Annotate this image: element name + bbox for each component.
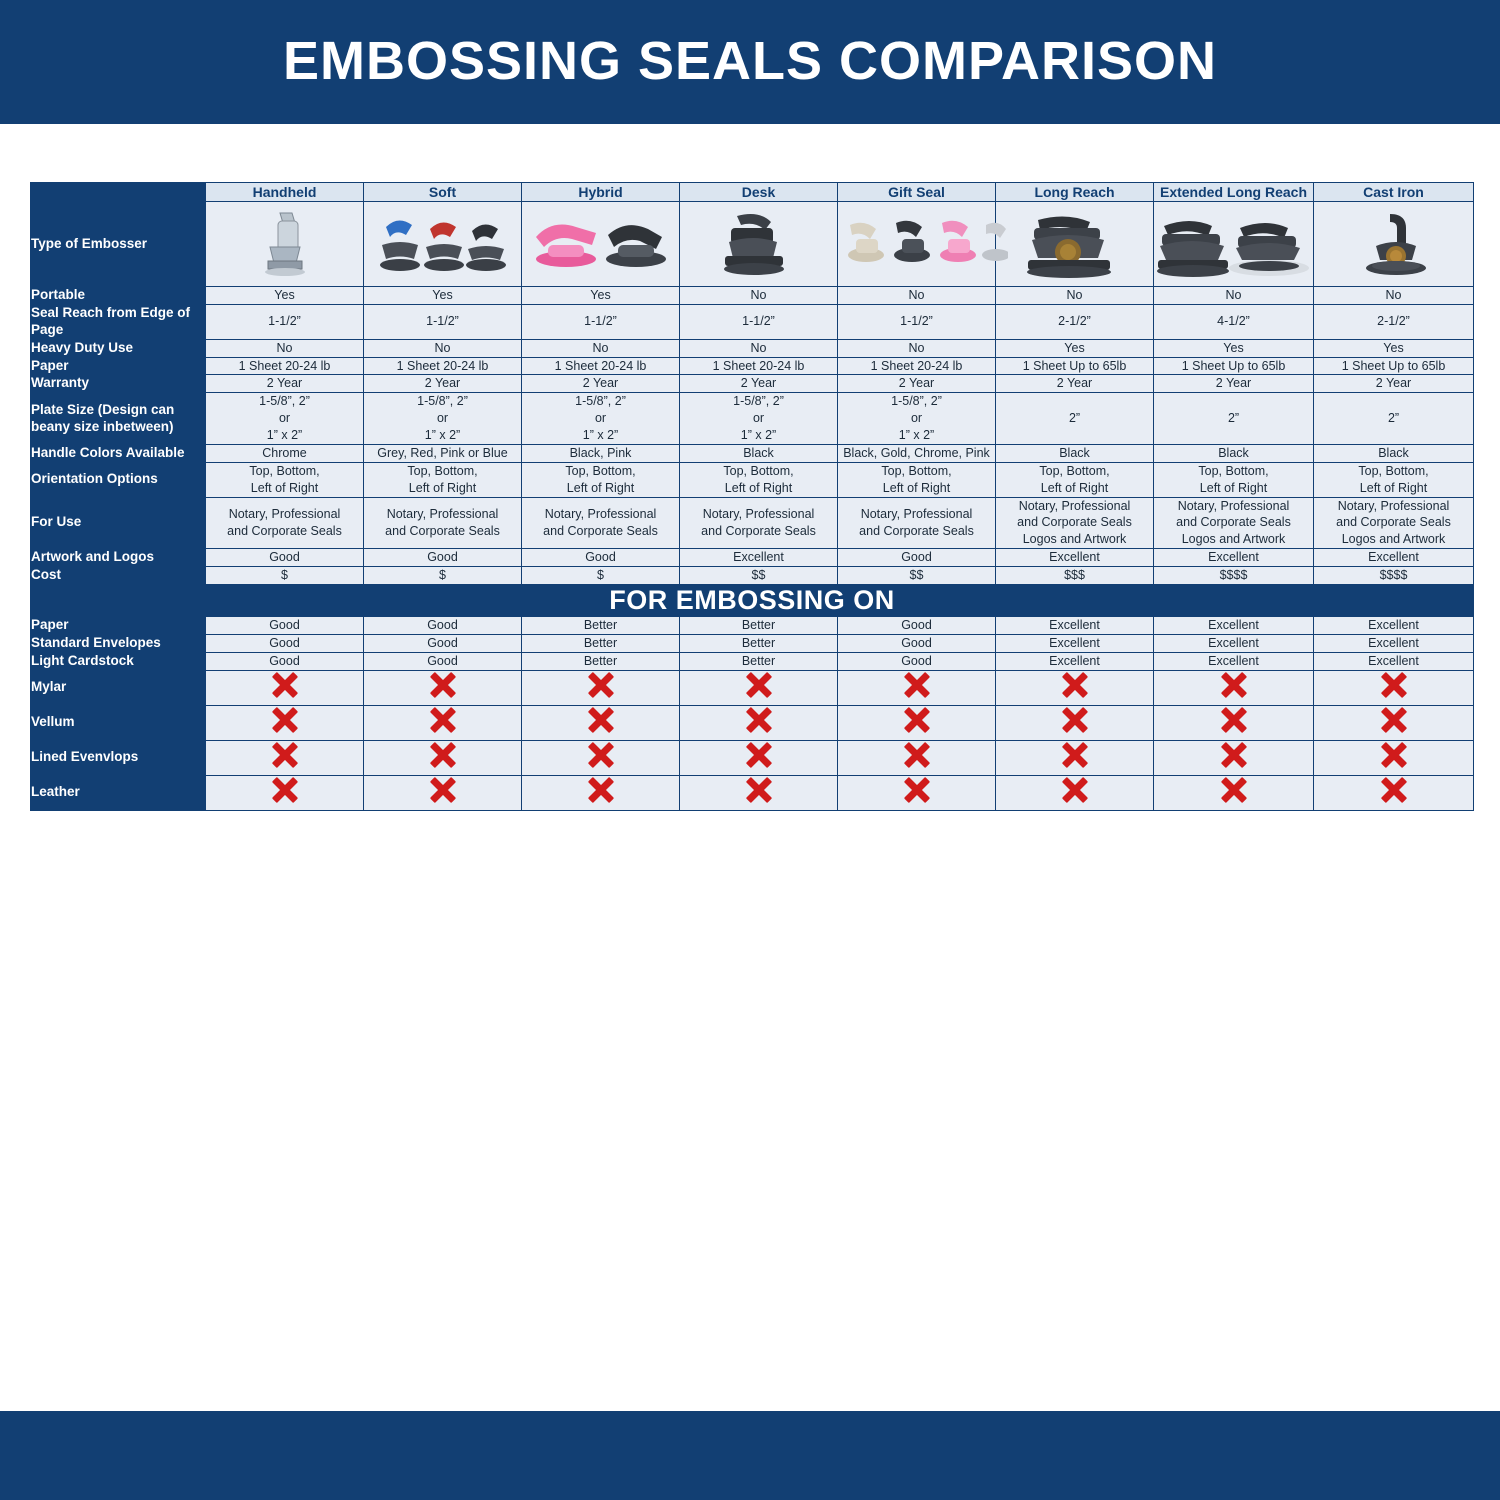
red-x-icon [904, 742, 930, 768]
table-cell: 2” [1314, 393, 1474, 445]
red-x-icon [1062, 742, 1088, 768]
table-cell: 1 Sheet 20-24 lb [680, 357, 838, 375]
table-row [31, 444, 1474, 462]
table-cell: 1-5/8”, 2” or 1” x 2” [838, 393, 996, 445]
row-label: Paper [31, 616, 206, 634]
table-cell: $$ [838, 567, 996, 585]
gift-seal-embosser-icon [838, 207, 995, 281]
table-cell-unsupported [1314, 740, 1474, 775]
embosser-image-cell-2 [364, 202, 522, 287]
red-x-icon [1381, 672, 1407, 698]
table-cell: 1-1/2” [680, 304, 838, 339]
comparison-table-wrap [30, 182, 1473, 811]
table-cell: 2-1/2” [996, 304, 1154, 339]
table-corner [31, 183, 206, 202]
table-row [31, 393, 1474, 445]
embosser-image-cell-6 [996, 202, 1154, 287]
table-cell: Top, Bottom, Left of Right [838, 462, 996, 497]
hybrid-embosser-icon [522, 207, 679, 281]
table-cell: Yes [522, 287, 680, 305]
table-row [31, 339, 1474, 357]
table-row [31, 375, 1474, 393]
table-header-row [31, 183, 1474, 202]
column-header-4: Desk [680, 183, 838, 202]
column-header-5: Gift Seal [838, 183, 996, 202]
table-cell: 1 Sheet 20-24 lb [364, 357, 522, 375]
row-label: Mylar [31, 670, 206, 705]
table-cell: Good [364, 616, 522, 634]
row-label: Leather [31, 775, 206, 810]
table-cell: Black, Pink [522, 444, 680, 462]
table-cell: 2 Year [206, 375, 364, 393]
table-cell: Better [680, 652, 838, 670]
footer-divider [0, 1404, 1500, 1414]
table-cell: No [838, 339, 996, 357]
table-cell: Yes [364, 287, 522, 305]
embosser-image-cell-1 [206, 202, 364, 287]
table-cell: No [838, 287, 996, 305]
table-cell-unsupported [522, 670, 680, 705]
embosser-image-cell-7 [1154, 202, 1314, 287]
desk-embosser-icon [680, 206, 837, 282]
table-cell-unsupported [838, 740, 996, 775]
red-x-icon [272, 742, 298, 768]
table-cell: Better [680, 616, 838, 634]
table-cell: $$$ [996, 567, 1154, 585]
table-cell: 1 Sheet Up to 65lb [1314, 357, 1474, 375]
table-cell: 2 Year [838, 375, 996, 393]
table-cell: Excellent [1154, 652, 1314, 670]
table-cell: Excellent [680, 549, 838, 567]
table-cell: $$$$ [1314, 567, 1474, 585]
table-cell: 2 Year [522, 375, 680, 393]
table-cell: Notary, Professional and Corporate Seals [206, 497, 364, 549]
red-x-icon [588, 777, 614, 803]
red-x-icon [1221, 672, 1247, 698]
row-label: Vellum [31, 705, 206, 740]
red-x-icon [430, 672, 456, 698]
table-cell: Yes [996, 339, 1154, 357]
table-cell-unsupported [522, 705, 680, 740]
table-cell: Better [522, 634, 680, 652]
red-x-icon [1221, 777, 1247, 803]
comparison-table [30, 182, 1474, 811]
red-x-icon [746, 672, 772, 698]
table-cell: Yes [206, 287, 364, 305]
table-cell: 2 Year [364, 375, 522, 393]
table-cell-unsupported [996, 740, 1154, 775]
table-cell: $ [364, 567, 522, 585]
table-cell: No [680, 287, 838, 305]
embosser-image-cell-3 [522, 202, 680, 287]
table-cell-unsupported [206, 775, 364, 810]
table-cell: 1-5/8”, 2” or 1” x 2” [206, 393, 364, 445]
table-cell-unsupported [1154, 705, 1314, 740]
table-cell: Excellent [1314, 634, 1474, 652]
red-x-icon [904, 777, 930, 803]
table-cell: Good [838, 549, 996, 567]
handheld-embosser-icon [206, 207, 363, 281]
page-header [0, 0, 1500, 121]
red-x-icon [1381, 707, 1407, 733]
table-row [31, 616, 1474, 634]
table-cell: Excellent [1314, 652, 1474, 670]
red-x-icon [1221, 707, 1247, 733]
table-cell: Notary, Professional and Corporate Seals [680, 497, 838, 549]
table-cell: Black, Gold, Chrome, Pink [838, 444, 996, 462]
table-cell: Top, Bottom, Left of Right [206, 462, 364, 497]
table-cell-unsupported [206, 670, 364, 705]
table-cell-unsupported [364, 740, 522, 775]
table-cell: Excellent [1154, 549, 1314, 567]
table-cell-unsupported [996, 670, 1154, 705]
table-row [31, 357, 1474, 375]
table-cell-unsupported [996, 775, 1154, 810]
table-cell-unsupported [364, 670, 522, 705]
row-label-type-of-embosser: Type of Embosser [31, 202, 206, 287]
table-cell: No [364, 339, 522, 357]
red-x-icon [588, 742, 614, 768]
row-label: Plate Size (Design can beany size inbetween) [31, 393, 206, 445]
table-cell: Notary, Professional and Corporate Seals [522, 497, 680, 549]
column-header-6: Long Reach [996, 183, 1154, 202]
column-header-3: Hybrid [522, 183, 680, 202]
table-row [31, 740, 1474, 775]
table-cell: Good [838, 652, 996, 670]
table-cell: 2 Year [1154, 375, 1314, 393]
table-cell-unsupported [838, 775, 996, 810]
table-cell: 1-1/2” [522, 304, 680, 339]
table-cell-unsupported [206, 740, 364, 775]
table-row [31, 775, 1474, 810]
red-x-icon [272, 777, 298, 803]
extended-long-reach-embosser-icon [1154, 206, 1313, 282]
column-header-7: Extended Long Reach [1154, 183, 1314, 202]
embosser-image-cell-4 [680, 202, 838, 287]
row-label: Lined Evenvlops [31, 740, 206, 775]
table-row [31, 497, 1474, 549]
table-cell: 1-1/2” [364, 304, 522, 339]
row-label: Warranty [31, 375, 206, 393]
table-cell: Excellent [996, 549, 1154, 567]
table-cell: No [522, 339, 680, 357]
row-label: Handle Colors Available [31, 444, 206, 462]
table-cell: 1 Sheet Up to 65lb [1154, 357, 1314, 375]
table-cell-unsupported [680, 740, 838, 775]
table-cell: Excellent [996, 634, 1154, 652]
table-cell-unsupported [1314, 670, 1474, 705]
table-cell: Notary, Professional and Corporate Seals Logos and Artwork [1154, 497, 1314, 549]
table-row [31, 705, 1474, 740]
table-row [31, 304, 1474, 339]
page-footer [0, 1414, 1500, 1500]
table-cell: $$$$ [1154, 567, 1314, 585]
table-cell: Chrome [206, 444, 364, 462]
table-cell: 1-5/8”, 2” or 1” x 2” [680, 393, 838, 445]
table-cell: Yes [1154, 339, 1314, 357]
table-cell-unsupported [838, 670, 996, 705]
row-label: Seal Reach from Edge of Page [31, 304, 206, 339]
header-divider [0, 121, 1500, 132]
row-label: Portable [31, 287, 206, 305]
table-cell: No [206, 339, 364, 357]
table-cell: Grey, Red, Pink or Blue [364, 444, 522, 462]
table-cell: 1 Sheet 20-24 lb [838, 357, 996, 375]
table-cell: 2” [1154, 393, 1314, 445]
table-cell: 1 Sheet Up to 65lb [996, 357, 1154, 375]
soft-embosser-icon [364, 207, 521, 281]
table-cell: 1 Sheet 20-24 lb [206, 357, 364, 375]
table-cell: Top, Bottom, Left of Right [680, 462, 838, 497]
table-cell: Excellent [1314, 549, 1474, 567]
long-reach-embosser-icon [996, 206, 1153, 282]
page-title: EMBOSSING SEALS COMPARISON [282, 30, 1218, 91]
table-cell: Good [206, 652, 364, 670]
table-cell-unsupported [522, 775, 680, 810]
red-x-icon [588, 672, 614, 698]
row-label: Heavy Duty Use [31, 339, 206, 357]
embosser-image-cell-5 [838, 202, 996, 287]
table-cell: Black [996, 444, 1154, 462]
table-cell: Top, Bottom, Left of Right [364, 462, 522, 497]
table-cell-unsupported [1314, 705, 1474, 740]
table-cell-unsupported [364, 775, 522, 810]
table-cell: Notary, Professional and Corporate Seals Logos and Artwork [996, 497, 1154, 549]
table-cell: 1-5/8”, 2” or 1” x 2” [364, 393, 522, 445]
table-cell: Excellent [1314, 616, 1474, 634]
table-cell: 2-1/2” [1314, 304, 1474, 339]
red-x-icon [1381, 742, 1407, 768]
red-x-icon [272, 707, 298, 733]
table-cell: Good [838, 616, 996, 634]
table-cell: Yes [1314, 339, 1474, 357]
table-cell: Top, Bottom, Left of Right [1154, 462, 1314, 497]
table-cell: 1 Sheet 20-24 lb [522, 357, 680, 375]
red-x-icon [430, 777, 456, 803]
embosser-image-cell-8 [1314, 202, 1474, 287]
table-cell: 2” [996, 393, 1154, 445]
table-cell: Good [206, 549, 364, 567]
table-cell-unsupported [364, 705, 522, 740]
table-cell: Good [364, 634, 522, 652]
table-cell: 2 Year [1314, 375, 1474, 393]
table-cell: Excellent [1154, 616, 1314, 634]
red-x-icon [1221, 742, 1247, 768]
red-x-icon [1062, 672, 1088, 698]
column-header-8: Cast Iron [1314, 183, 1474, 202]
row-label: For Use [31, 497, 206, 549]
red-x-icon [746, 707, 772, 733]
table-row [31, 567, 1474, 585]
table-cell: Good [364, 549, 522, 567]
table-cell: No [1314, 287, 1474, 305]
section-band-for-embossing-on [31, 584, 1474, 616]
table-cell-unsupported [996, 705, 1154, 740]
table-cell-unsupported [1154, 670, 1314, 705]
table-cell-unsupported [1154, 740, 1314, 775]
table-cell: Notary, Professional and Corporate Seals Logos and Artwork [1314, 497, 1474, 549]
table-cell: Excellent [996, 652, 1154, 670]
table-cell: 1-5/8”, 2” or 1” x 2” [522, 393, 680, 445]
table-cell: No [680, 339, 838, 357]
table-cell: Top, Bottom, Left of Right [522, 462, 680, 497]
table-cell: Good [206, 634, 364, 652]
comparison-table-body [31, 183, 1474, 811]
red-x-icon [272, 672, 298, 698]
table-cell: Good [522, 549, 680, 567]
table-cell: No [1154, 287, 1314, 305]
table-cell: Excellent [996, 616, 1154, 634]
table-cell: $$ [680, 567, 838, 585]
red-x-icon [904, 707, 930, 733]
table-cell: Better [522, 652, 680, 670]
red-x-icon [1381, 777, 1407, 803]
table-cell-unsupported [838, 705, 996, 740]
section-title: FOR EMBOSSING ON [31, 584, 1474, 616]
table-row [31, 462, 1474, 497]
table-cell-unsupported [1154, 775, 1314, 810]
column-header-1: Handheld [206, 183, 364, 202]
table-cell: Black [1154, 444, 1314, 462]
table-cell: Notary, Professional and Corporate Seals [364, 497, 522, 549]
table-cell: 2 Year [996, 375, 1154, 393]
row-label: Paper [31, 357, 206, 375]
table-cell: 1-1/2” [206, 304, 364, 339]
table-row [31, 287, 1474, 305]
red-x-icon [588, 707, 614, 733]
red-x-icon [430, 707, 456, 733]
table-cell: Excellent [1154, 634, 1314, 652]
red-x-icon [1062, 707, 1088, 733]
column-header-2: Soft [364, 183, 522, 202]
table-cell: 1-1/2” [838, 304, 996, 339]
table-cell: $ [206, 567, 364, 585]
red-x-icon [430, 742, 456, 768]
row-label: Orientation Options [31, 462, 206, 497]
table-cell-unsupported [680, 670, 838, 705]
table-cell: Good [838, 634, 996, 652]
table-row [31, 634, 1474, 652]
table-row [31, 549, 1474, 567]
table-cell: Good [364, 652, 522, 670]
table-cell: Top, Bottom, Left of Right [996, 462, 1154, 497]
row-label: Standard Envelopes [31, 634, 206, 652]
table-cell: Top, Bottom, Left of Right [1314, 462, 1474, 497]
table-cell-unsupported [522, 740, 680, 775]
table-cell: Black [1314, 444, 1474, 462]
row-label: Cost [31, 567, 206, 585]
table-row [31, 670, 1474, 705]
table-cell-unsupported [680, 705, 838, 740]
table-cell: Better [522, 616, 680, 634]
red-x-icon [1062, 777, 1088, 803]
cast-iron-embosser-icon [1314, 206, 1473, 282]
row-label: Light Cardstock [31, 652, 206, 670]
table-cell: 4-1/2” [1154, 304, 1314, 339]
table-cell: Black [680, 444, 838, 462]
table-cell: $ [522, 567, 680, 585]
table-cell-unsupported [1314, 775, 1474, 810]
red-x-icon [746, 777, 772, 803]
row-label: Artwork and Logos [31, 549, 206, 567]
table-cell: Good [206, 616, 364, 634]
table-row [31, 202, 1474, 287]
table-row [31, 652, 1474, 670]
table-cell: 2 Year [680, 375, 838, 393]
table-cell: No [996, 287, 1154, 305]
red-x-icon [746, 742, 772, 768]
table-cell-unsupported [206, 705, 364, 740]
table-cell: Notary, Professional and Corporate Seals [838, 497, 996, 549]
table-cell-unsupported [680, 775, 838, 810]
red-x-icon [904, 672, 930, 698]
table-cell: Better [680, 634, 838, 652]
